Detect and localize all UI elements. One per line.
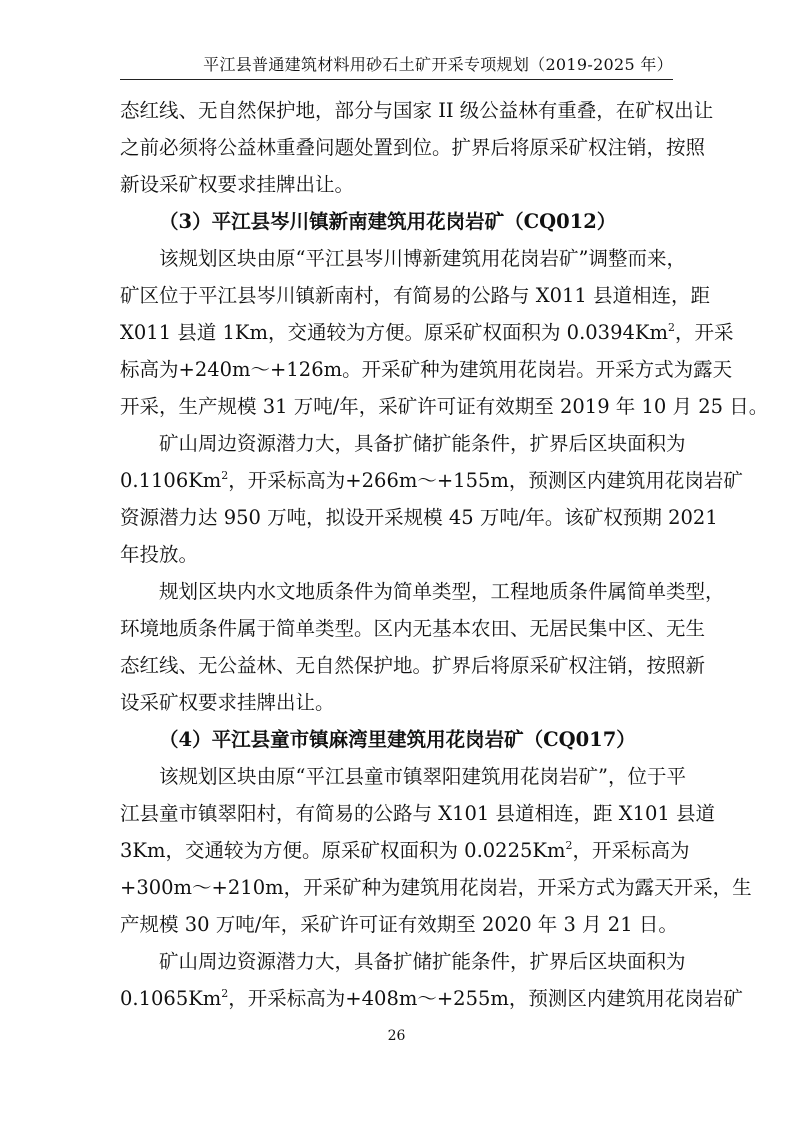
text-line: 态红线、无公益林、无自然保护地。扩界后将原采矿权注销，按照新	[120, 654, 706, 677]
page-header-title: 平江县普通建筑材料用砂石土矿开采专项规划（2019-2025 年）	[203, 55, 673, 74]
text-line: 规划区块内水文地质条件为简单类型，工程地质条件属简单类型，	[159, 580, 725, 603]
text-line: 年投放。	[120, 543, 199, 566]
document-body	[120, 92, 769, 1017]
text-line: 新设采矿权要求挂牌出让。	[120, 173, 355, 196]
section-heading-cq017: （4）平江县童市镇麻湾里建筑用花岗岩矿（CQ017）	[159, 728, 636, 751]
text-line: 环境地质条件属于简单类型。区内无基本农田、无居民集中区、无生	[120, 617, 706, 640]
text-line: 矿山周边资源潜力大，具备扩储扩能条件，扩界后区块面积为	[159, 432, 686, 455]
text-line: 江县童市镇翠阳村，有简易的公路与 X101 县道相连，距 X101 县道	[120, 802, 715, 825]
text-line: 开采，生产规模 31 万吨/年，采矿许可证有效期至 2019 年 10 月 25 日。	[120, 395, 769, 418]
text-line: 矿区位于平江县岑川镇新南村，有简易的公路与 X011 县道相连，距	[120, 284, 710, 307]
text-line: 矿山周边资源潜力大，具备扩储扩能条件，扩界后区块面积为	[159, 950, 686, 973]
page-number: 26	[387, 1028, 406, 1044]
text-line: 该规划区块由原“平江县童市镇翠阳建筑用花岗岩矿”，位于平	[159, 765, 686, 788]
text-line: 0.1106Km$^2$，开采标高为+266m～+155m，预测区内建筑用花岗岩矿	[120, 469, 743, 492]
text-line: 0.1065Km$^2$，开采标高为+408m～+255m，预测区内建筑用花岗岩矿	[120, 987, 743, 1010]
text-line: X011 县道 1Km，交通较为方便。原采矿权面积为 0.0394Km$^2$，开采	[120, 321, 734, 344]
section-heading-cq012: （3）平江县岑川镇新南建筑用花岗岩矿（CQ012）	[159, 210, 617, 233]
text-line: 态红线、无自然保护地，部分与国家 II 级公益林有重叠，在矿权出让	[120, 99, 714, 122]
header-divider	[120, 79, 673, 80]
text-line: 产规模 30 万吨/年，采矿许可证有效期至 2020 年 3 月 21 日。	[120, 913, 678, 936]
text-line: 设采矿权要求挂牌出让。	[120, 691, 335, 714]
text-line: 3Km，交通较为方便。原采矿权面积为 0.0225Km$^2$，开采标高为	[120, 839, 690, 862]
text-line: 之前必须将公益林重叠问题处置到位。扩界后将原采矿权注销，按照	[120, 136, 706, 159]
text-line: 资源潜力达 950 万吨，拟设开采规模 45 万吨/年。该矿权预期 2021	[120, 506, 718, 529]
text-line: 该规划区块由原“平江县岑川博新建筑用花岗岩矿”调整而来，	[159, 247, 686, 270]
text-line: +300m～+210m，开采矿种为建筑用花岗岩，开采方式为露天开采，生	[120, 876, 752, 899]
text-line: 标高为+240m～+126m。开采矿种为建筑用花岗岩。开采方式为露天	[120, 358, 733, 381]
